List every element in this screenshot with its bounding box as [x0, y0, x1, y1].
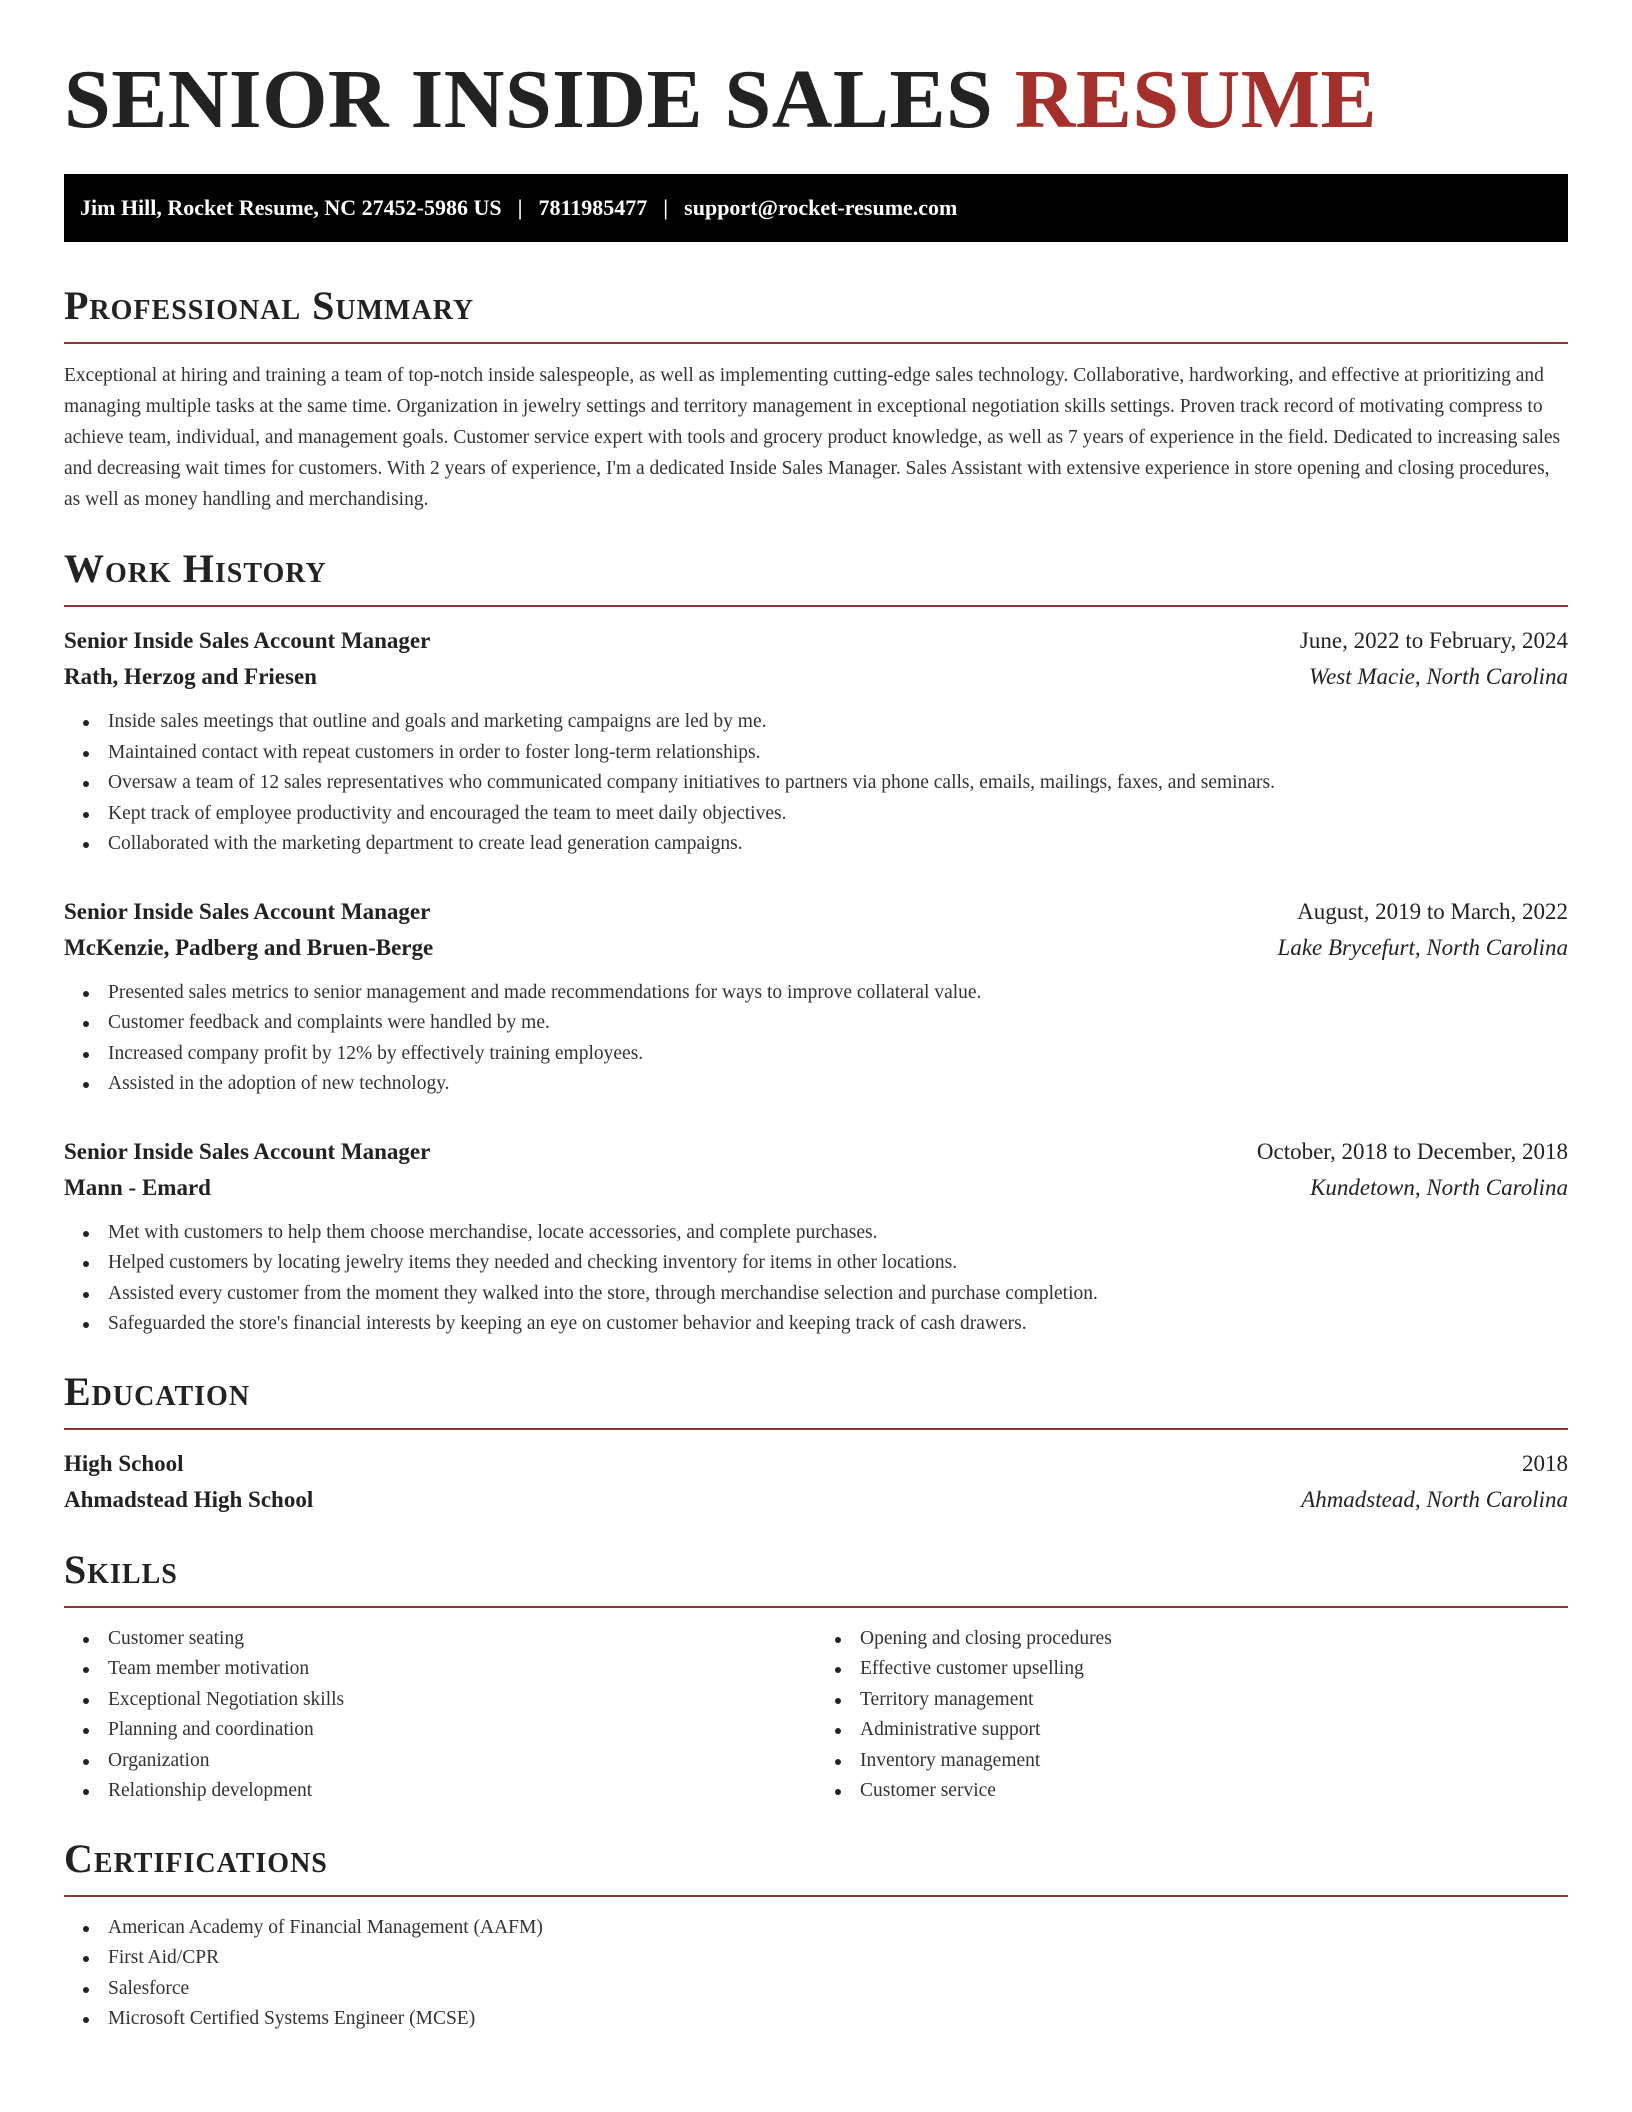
- list-item: Salesforce: [108, 1974, 1568, 2005]
- certifications-section: [64, 1835, 1568, 2035]
- contact-separator: |: [517, 195, 523, 220]
- summary-text: Exceptional at hiring and training a team of top-notch inside salespeople, as well as implementing cutting-edge sales technology. Collaborative, hardworking, and effective at prioritizing and managing multiple tasks at the same time. Organization in jewelry settings and territory management in exceptional negotiation skills settings. Proven track record of motivating compress to achieve team, individual, and management goals. Customer service expert with tools and grocery product knowledge, as well as 7 years of experience in the field. Dedicated to increasing sales and decreasing wait times for customers. With 2 years of experience, I'm a dedicated Inside Sales Manager. Sales Assistant with extensive experience in store opening and closing procedures, as well as money handling and merchandising.: [64, 365, 1561, 510]
- list-item: Presented sales metrics to senior management and made recommendations for ways to improve collateral value.: [108, 978, 1568, 1009]
- contact-bar: [64, 174, 1568, 242]
- contact-address: Jim Hill, Rocket Resume, NC 27452-5986 US: [80, 195, 502, 220]
- job-location: Kundetown, North Carolina: [1310, 1174, 1568, 1200]
- education-degree: High School: [64, 1450, 184, 1476]
- list-item: Administrative support: [860, 1715, 1568, 1746]
- list-item: Helped customers by locating jewelry items they needed and checking inventory for items in other locations.: [108, 1248, 1568, 1279]
- list-item: Oversaw a team of 12 sales representatives who communicated company initiatives to partners via phone calls, emails, mailings, faxes, and seminars.: [108, 768, 1568, 799]
- section-heading: Skills: [64, 1546, 178, 1592]
- list-item: Collaborated with the marketing department to create lead generation campaigns.: [108, 829, 1568, 860]
- job-company: Mann - Emard: [64, 1174, 211, 1200]
- job-bullets: [64, 707, 1568, 860]
- job-dates: October, 2018 to December, 2018: [1256, 1138, 1568, 1164]
- list-item: Effective customer upselling: [860, 1654, 1568, 1685]
- list-item: Opening and closing procedures: [860, 1624, 1568, 1655]
- list-item: Relationship development: [108, 1776, 816, 1807]
- document-title: [64, 52, 1568, 148]
- contact-separator: |: [663, 195, 669, 220]
- list-item: Met with customers to help them choose merchandise, locate accessories, and complete purchases.: [108, 1218, 1568, 1249]
- job-location: Lake Brycefurt, North Carolina: [1277, 934, 1568, 960]
- title-main: SENIOR INSIDE SALES: [64, 53, 994, 146]
- section-divider: [64, 1606, 1568, 1608]
- job-title: Senior Inside Sales Account Manager: [64, 898, 431, 924]
- job-entry: [64, 1134, 1568, 1340]
- title-accent: RESUME: [1014, 53, 1378, 146]
- list-item: American Academy of Financial Management (AAFM): [108, 1913, 1568, 1944]
- section-divider: [64, 1428, 1568, 1430]
- skills-grid: [64, 1624, 1568, 1807]
- job-company: McKenzie, Padberg and Bruen-Berge: [64, 934, 434, 960]
- skills-section: [64, 1546, 1568, 1807]
- job-entry: [64, 623, 1568, 860]
- job-bullets: [64, 978, 1568, 1100]
- section-divider: [64, 1895, 1568, 1897]
- list-item: Kept track of employee productivity and encouraged the team to meet daily objectives.: [108, 799, 1568, 830]
- list-item: Exceptional Negotiation skills: [108, 1685, 816, 1716]
- job-bullets: [64, 1218, 1568, 1340]
- list-item: Customer service: [860, 1776, 1568, 1807]
- job-title: Senior Inside Sales Account Manager: [64, 628, 431, 653]
- list-item: Inventory management: [860, 1746, 1568, 1777]
- list-item: Safeguarded the store's financial interests by keeping an eye on customer behavior and keeping track of cash drawers.: [108, 1309, 1568, 1340]
- job-title: Senior Inside Sales Account Manager: [64, 1138, 431, 1164]
- list-item: Inside sales meetings that outline and goals and marketing campaigns are led by me.: [108, 707, 1568, 738]
- section-heading: Professional Summary: [64, 283, 475, 328]
- education-school: Ahmadstead High School: [64, 1486, 314, 1512]
- education-year: 2018: [1522, 1450, 1568, 1476]
- list-item: First Aid/CPR: [108, 1943, 1568, 1974]
- list-item: Organization: [108, 1746, 816, 1777]
- list-item: Planning and coordination: [108, 1715, 816, 1746]
- contact-email[interactable]: support@rocket-resume.com: [684, 195, 958, 220]
- certifications-list: [64, 1913, 1568, 2035]
- section-heading: Work History: [64, 546, 327, 591]
- job-location: West Macie, North Carolina: [1309, 664, 1568, 689]
- work-history-section: [64, 545, 1568, 1340]
- section-divider: [64, 605, 1568, 607]
- list-item: Assisted every customer from the moment they walked into the store, through merchandise selection and purchase completion.: [108, 1279, 1568, 1310]
- list-item: Assisted in the adoption of new technology.: [108, 1069, 1568, 1100]
- skills-list-right: [816, 1624, 1568, 1807]
- list-item: Territory management: [860, 1685, 1568, 1716]
- job-company: Rath, Herzog and Friesen: [64, 664, 317, 689]
- section-heading: Certifications: [64, 1835, 328, 1881]
- job-dates: June, 2022 to February, 2024: [1299, 628, 1568, 653]
- list-item: Team member motivation: [108, 1654, 816, 1685]
- list-item: Maintained contact with repeat customers in order to foster long-term relationships.: [108, 738, 1568, 769]
- section-heading: Education: [64, 1368, 251, 1414]
- list-item: Customer seating: [108, 1624, 816, 1655]
- job-entry: [64, 894, 1568, 1100]
- job-dates: August, 2019 to March, 2022: [1297, 898, 1568, 924]
- contact-phone: 7811985477: [538, 195, 648, 220]
- list-item: Microsoft Certified Systems Engineer (MCSE): [108, 2004, 1568, 2035]
- section-divider: [64, 342, 1568, 344]
- summary-section: [64, 282, 1568, 515]
- list-item: Increased company profit by 12% by effectively training employees.: [108, 1039, 1568, 1070]
- education-section: [64, 1368, 1568, 1518]
- education-location: Ahmadstead, North Carolina: [1301, 1486, 1568, 1512]
- skills-list-left: [64, 1624, 816, 1807]
- list-item: Customer feedback and complaints were handled by me.: [108, 1008, 1568, 1039]
